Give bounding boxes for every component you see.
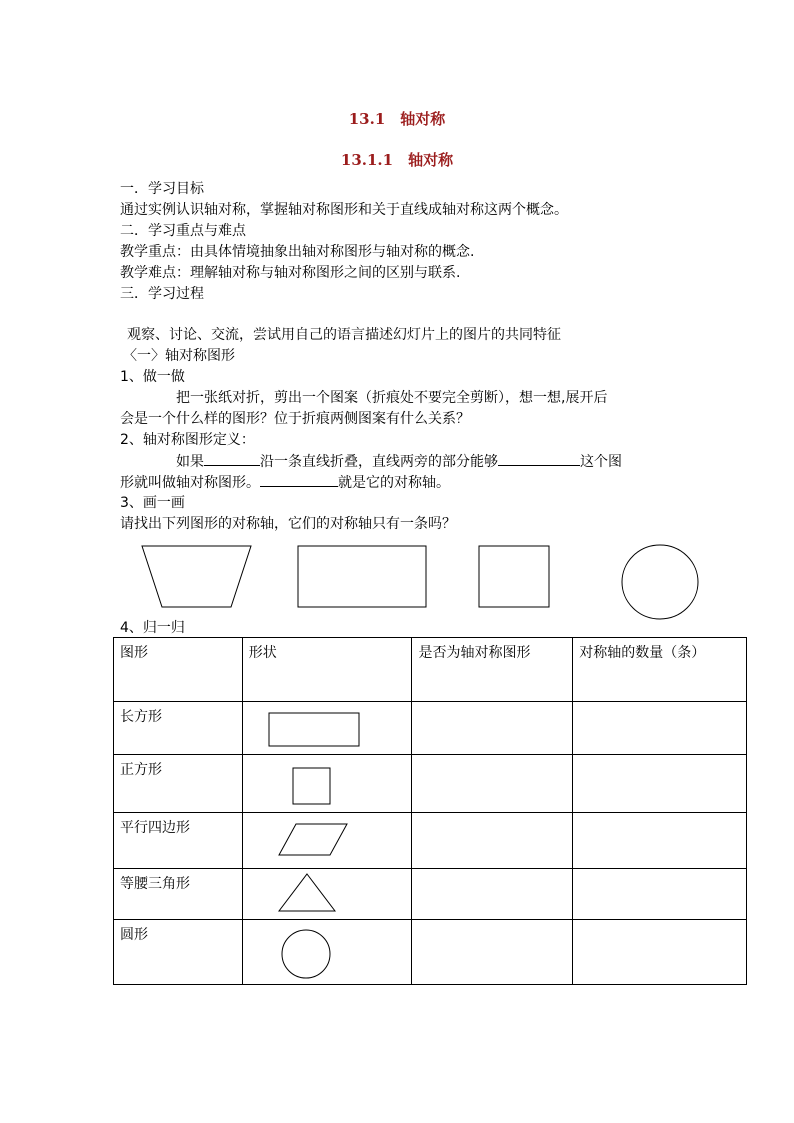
- shape-cell: [242, 702, 412, 755]
- triangle-icon: [243, 869, 412, 919]
- row-label: 等腰三角形: [114, 869, 243, 920]
- square-icon: [479, 546, 549, 607]
- table-header-cell: 对称轴的数量（条）: [573, 638, 747, 702]
- answer-cell[interactable]: [573, 755, 747, 813]
- shape-cell: [242, 920, 412, 985]
- answer-cell[interactable]: [573, 702, 747, 755]
- row-label: 圆形: [114, 920, 243, 985]
- shape-cell: [242, 869, 412, 920]
- difficulty-text: 教学难点：理解轴对称与轴对称图形之间的区别与联系.: [120, 265, 461, 281]
- table-row: [114, 920, 747, 985]
- row-label: 长方形: [114, 702, 243, 755]
- q1-heading: 1、做一做: [120, 369, 185, 385]
- answer-cell[interactable]: [412, 813, 573, 869]
- q1-text-line1: 把一张纸对折，剪出一个图案（折痕处不要完全剪断），想一想,展开后: [176, 390, 608, 406]
- q2-text-part5: 就是它的对称轴。: [338, 475, 450, 491]
- table-row: [114, 813, 747, 869]
- part1-heading: 〈一〉轴对称图形: [123, 348, 235, 364]
- q3-text: 请找出下列图形的对称轴，它们的对称轴只有一条吗？: [120, 516, 456, 532]
- rectangle-icon: [243, 702, 412, 754]
- table-header-cell: 形状: [242, 638, 412, 702]
- rectangle-icon: [298, 546, 426, 607]
- row-label: 平行四边形: [114, 813, 243, 869]
- answer-cell[interactable]: [573, 920, 747, 985]
- goals-text: 通过实例认识轴对称，掌握轴对称图形和关于直线成轴对称这两个概念。: [120, 202, 568, 218]
- answer-cell[interactable]: [573, 813, 747, 869]
- parallelogram-icon: [243, 813, 412, 868]
- table-row: [114, 755, 747, 813]
- table-header-cell: 是否为轴对称图形: [412, 638, 573, 702]
- shape-cell: [242, 813, 412, 869]
- section-heading-process: 三．学习过程: [120, 286, 204, 302]
- table-row: [114, 702, 747, 755]
- key-point-text: 教学重点：由具体情境抽象出轴对称图形与轴对称的概念.: [120, 244, 475, 260]
- page-title: 13.1 轴对称: [348, 110, 446, 128]
- q2-text-part4: 形就叫做轴对称图形。: [120, 475, 260, 491]
- q2-text-part1: 如果: [176, 454, 204, 470]
- section-heading-keypoints: 二．学习重点与难点: [120, 223, 246, 239]
- answer-cell[interactable]: [412, 755, 573, 813]
- square-icon: [243, 755, 412, 812]
- row-label: 正方形: [114, 755, 243, 813]
- intro-text: 观察、讨论、交流，尝试用自己的语言描述幻灯片上的图片的共同特征: [127, 327, 561, 343]
- table-header-cell: 图形: [114, 638, 243, 702]
- shape-cell: [242, 755, 412, 813]
- table-row: [114, 869, 747, 920]
- q3-heading: 3、画一画: [120, 495, 185, 511]
- q2-heading: 2、轴对称图形定义：: [120, 432, 255, 448]
- circle-icon: [243, 920, 412, 984]
- q4-heading: 4、归一归: [120, 620, 185, 636]
- q2-text-part2: 沿一条直线折叠，直线两旁的部分能够: [260, 454, 498, 470]
- answer-cell[interactable]: [412, 920, 573, 985]
- section-heading-goals: 一．学习目标: [120, 181, 204, 197]
- table-header-row: [114, 638, 747, 702]
- q1-text-line2: 会是一个什么样的图形？位于折痕两侧图案有什么关系？: [120, 411, 470, 427]
- circle-icon: [622, 545, 698, 619]
- answer-cell[interactable]: [573, 869, 747, 920]
- q2-text-part3: 这个图: [580, 454, 622, 470]
- answer-cell[interactable]: [412, 702, 573, 755]
- page-subtitle: 13.1.1 轴对称: [340, 151, 454, 169]
- summary-table: [113, 637, 747, 985]
- answer-cell[interactable]: [412, 869, 573, 920]
- trapezoid-icon: [142, 546, 251, 607]
